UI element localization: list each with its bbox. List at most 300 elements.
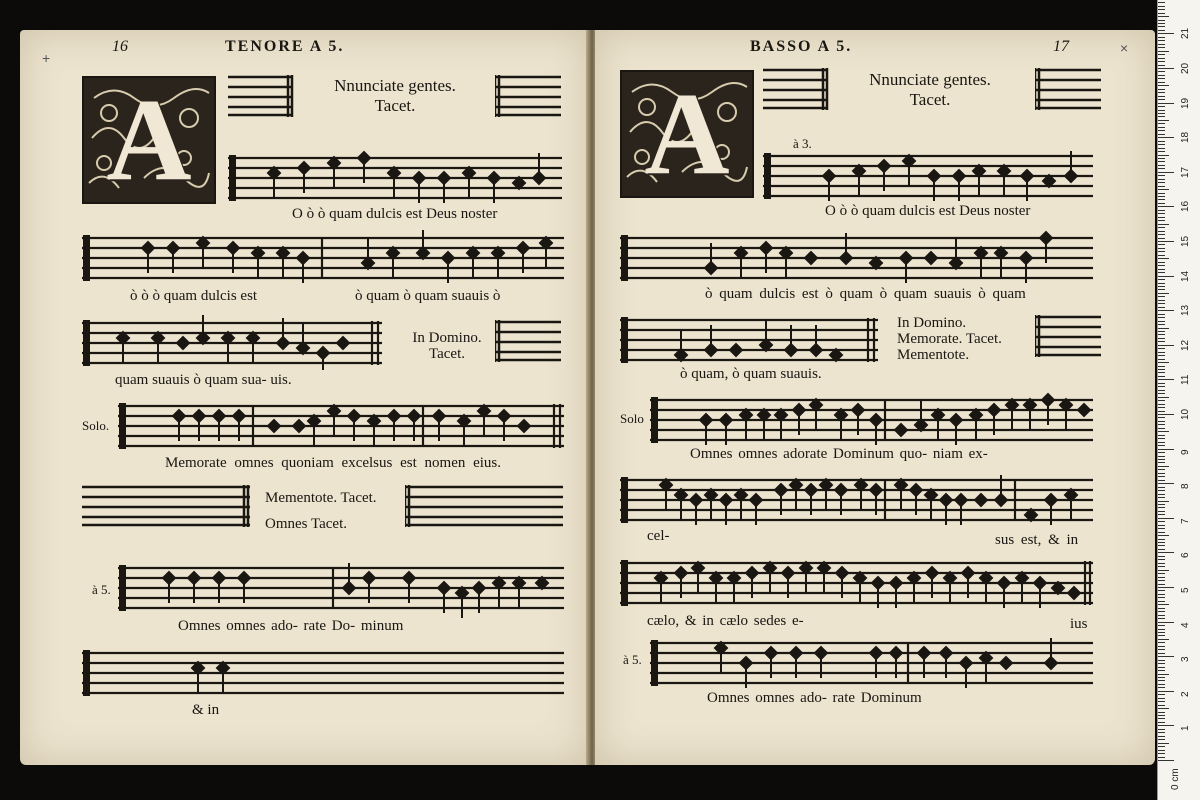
staff-notes-3 (82, 315, 392, 371)
lyric-line: O ò ò quam dulcis est Deus noster (292, 206, 498, 222)
ruler-tick (1158, 411, 1165, 412)
ruler-tick (1158, 518, 1174, 519)
ruler-number: 7 (1180, 518, 1191, 524)
lyric-line: quam suauis ò quam sua- uis. (115, 372, 292, 388)
ruler-tick (1158, 670, 1165, 671)
omnes-tacet: Omnes Tacet. (265, 516, 347, 532)
ruler-tick (1158, 82, 1165, 83)
ruler-tick (1158, 54, 1165, 55)
ruler-tick (1158, 407, 1165, 408)
music-staff (82, 315, 392, 371)
ruler-tick (1158, 525, 1165, 526)
ruler-tick (1158, 712, 1165, 713)
ruler-tick (1158, 608, 1165, 609)
staff-notes-r6 (620, 555, 1095, 617)
empty-staff (763, 68, 829, 110)
empty-staff (495, 320, 563, 362)
ruler-tick (1158, 642, 1165, 643)
ruler-tick (1158, 286, 1165, 287)
ruler-tick (1158, 428, 1165, 429)
ruler-tick (1158, 431, 1169, 432)
staff-notes-5 (118, 560, 566, 620)
lyric-cel-a: cel- (647, 528, 670, 544)
ruler-number: 20 (1180, 62, 1191, 74)
ruler-tick (1158, 639, 1169, 640)
staff-notes-4 (118, 398, 566, 454)
ruler-tick (1158, 148, 1165, 149)
ruler-number: 18 (1180, 132, 1191, 144)
ruler-tick (1158, 272, 1165, 273)
empty-staff (405, 485, 565, 527)
staff-notes-r1 (763, 148, 1095, 204)
ruler-tick (1158, 186, 1165, 187)
ruler-tick (1158, 265, 1165, 266)
ruler-tick (1158, 501, 1169, 502)
ruler-tick (1158, 743, 1169, 744)
lyric-line: O ò ò quam dulcis est Deus noster (825, 203, 1031, 219)
ruler-tick (1158, 165, 1165, 166)
ruler-tick (1158, 331, 1165, 332)
ruler-tick (1158, 708, 1169, 709)
a5-lyric: Omnes omnes ado- rate Dominum (707, 690, 922, 706)
empty-staff (82, 485, 252, 527)
ruler-tick (1158, 210, 1165, 211)
ruler-tick (1158, 47, 1165, 48)
ruler-tick (1158, 691, 1174, 692)
ruler-tick (1158, 400, 1165, 401)
ruler-tick (1158, 383, 1165, 384)
ruler-tick (1158, 757, 1165, 758)
ruler-number: 1 (1180, 725, 1191, 732)
ruler-tick (1158, 615, 1165, 616)
empty-staff (228, 75, 294, 117)
lyric-caelo-a: cælo, & in cælo sedes e- (647, 613, 804, 629)
left-page (20, 30, 588, 765)
ruler-tick (1158, 442, 1165, 443)
ruler-tick (1158, 213, 1165, 214)
staff-notes-r5 (620, 472, 1095, 534)
ruler-tick (1158, 6, 1165, 7)
decorated-initial-left (82, 76, 216, 204)
ruler-tick (1158, 417, 1165, 418)
ruler-tick (1158, 334, 1165, 335)
ruler-tick (1158, 314, 1165, 315)
ruler-tick (1158, 328, 1169, 329)
ruler-tick (1158, 718, 1165, 719)
ruler-tick (1158, 746, 1165, 747)
ruler-tick (1158, 597, 1165, 598)
ruler-tick (1158, 251, 1165, 252)
ruler-tick (1158, 234, 1165, 235)
running-head-right: BASSO A 5. (750, 38, 853, 55)
ruler-number: 2 (1180, 691, 1191, 697)
ruler-tick (1158, 684, 1165, 685)
ruler-tick (1158, 601, 1165, 602)
ruler-tick (1158, 78, 1165, 79)
ruler-tick (1158, 397, 1169, 398)
piece-title (840, 70, 1020, 110)
ruler-tick (1158, 51, 1169, 52)
last-lyric: & in (192, 702, 220, 718)
ruler-tick (1158, 736, 1165, 737)
ruler-tick (1158, 317, 1165, 318)
music-staff (620, 230, 1095, 290)
ruler-tick (1158, 199, 1165, 200)
ruler-tick (1158, 452, 1165, 453)
ruler-tick (1158, 40, 1165, 41)
ruler-tick (1158, 85, 1169, 86)
ruler-tick (1158, 483, 1174, 484)
ruler-tick (1158, 137, 1174, 138)
initial-letter: A (106, 74, 192, 205)
section-mementote: Mementote. (897, 347, 970, 363)
ruler-number: 11 (1180, 375, 1191, 386)
ruler-tick (1158, 566, 1165, 567)
staff-notes-1 (228, 150, 564, 206)
ruler-tick (1158, 390, 1165, 391)
ruler-tick (1158, 2, 1165, 3)
ruler-tick (1158, 75, 1165, 76)
ruler-tick (1158, 289, 1165, 290)
ruler-tick (1158, 345, 1174, 346)
ruler-number: 10 (1180, 408, 1191, 420)
ruler-tick (1158, 514, 1165, 515)
music-staff (82, 645, 566, 701)
lyric-cel-b: sus est, & in (995, 532, 1079, 548)
section-memorate-tacet: Memorate. Tacet. (897, 331, 1002, 347)
ruler-tick (1158, 244, 1165, 245)
ruler-tick (1158, 732, 1165, 733)
staff-notes-6 (82, 645, 566, 701)
ruler-tick (1158, 435, 1165, 436)
music-staff (650, 392, 1095, 448)
ruler-tick (1158, 656, 1174, 657)
ruler-tick (1158, 16, 1169, 17)
ruler-tick (1158, 521, 1165, 522)
ruler-tick (1158, 151, 1165, 152)
ruler-tick (1158, 30, 1165, 31)
ruler-tick (1158, 404, 1165, 405)
solo-lyric: Memorate omnes quoniam excelsus est nomen eius. (165, 455, 502, 471)
ruler-tick (1158, 324, 1165, 325)
ruler-tick (1158, 649, 1165, 650)
ruler-tick (1158, 279, 1165, 280)
ruler-tick (1158, 276, 1174, 277)
a5-label: à 5. (623, 652, 642, 667)
ruler-tick (1158, 573, 1165, 574)
ruler-tick (1158, 618, 1165, 619)
staff-notes-r4 (650, 392, 1095, 448)
ruler-tick (1158, 175, 1165, 176)
ruler-tick (1158, 753, 1165, 754)
ruler-number: 5 (1180, 587, 1191, 593)
ruler-tick (1158, 96, 1165, 97)
ruler-tick (1158, 725, 1174, 726)
ruler-tick (1158, 61, 1165, 62)
ruler-tick (1158, 473, 1165, 474)
ruler-tick (1158, 116, 1165, 117)
page-number-left: 16 (112, 38, 128, 55)
ruler-tick (1158, 497, 1165, 498)
ruler-tick (1158, 715, 1165, 716)
music-staff (118, 560, 566, 620)
ruler-tick (1158, 23, 1165, 24)
music-staff (620, 312, 882, 368)
ruler-tick (1158, 196, 1165, 197)
ruler-tick (1158, 456, 1165, 457)
ruler-tick (1158, 729, 1165, 730)
ruler-tick (1158, 231, 1165, 232)
ruler-tick (1158, 625, 1165, 626)
music-staff (620, 555, 1095, 617)
ruler-tick (1158, 532, 1165, 533)
ruler-tick (1158, 760, 1174, 761)
ruler-number: 19 (1180, 97, 1191, 109)
ruler-tick (1158, 552, 1174, 553)
ruler-tick (1158, 179, 1165, 180)
ruler-tick (1158, 120, 1169, 121)
solo-lyric: Omnes omnes adorate Dominum quo- niam ex- (690, 446, 988, 462)
solo-label: Solo. (82, 418, 110, 433)
ruler-tick (1158, 424, 1165, 425)
decorated-initial-right (620, 70, 754, 198)
mementote-tacet: Mementote. Tacet. (265, 490, 377, 506)
ruler-tick (1158, 511, 1165, 512)
ruler-number: 9 (1180, 449, 1191, 455)
ruler-tick (1158, 283, 1165, 284)
ruler-tick (1158, 127, 1165, 128)
title-text: Nnunciate gentes. (869, 70, 991, 89)
piece-title (305, 76, 485, 116)
ruler-tick (1158, 355, 1165, 356)
ruler-tick (1158, 58, 1165, 59)
ruler-tick (1158, 469, 1165, 470)
staff-notes-r3 (620, 312, 882, 368)
ruler-tick (1158, 158, 1165, 159)
ruler-tick (1158, 376, 1165, 377)
ruler-tick (1158, 224, 1169, 225)
ruler-tick (1158, 459, 1165, 460)
ruler-tick (1158, 559, 1165, 560)
measurement-ruler (1157, 0, 1200, 800)
ruler-number: 17 (1180, 166, 1191, 178)
ruler-tick (1158, 528, 1165, 529)
ruler-tick (1158, 535, 1169, 536)
ruler-tick (1158, 13, 1165, 14)
ruler-tick (1158, 635, 1165, 636)
ruler-tick (1158, 594, 1165, 595)
running-head-left: TENORE A 5. (225, 38, 345, 55)
ruler-tick (1158, 359, 1165, 360)
ruler-tick (1158, 65, 1165, 66)
ruler-tick (1158, 300, 1165, 301)
ruler-tick (1158, 539, 1165, 540)
ruler-tick (1158, 338, 1165, 339)
ruler-tick (1158, 161, 1165, 162)
ruler-tick (1158, 421, 1165, 422)
ruler-tick (1158, 103, 1174, 104)
corner-mark: + (42, 50, 51, 66)
ruler-tick (1158, 110, 1165, 111)
ruler-tick (1158, 44, 1165, 45)
ruler-tick (1158, 123, 1165, 124)
ruler-tick (1158, 341, 1165, 342)
section-title: In Domino. (412, 330, 482, 346)
ruler-tick (1158, 705, 1165, 706)
ruler-tick (1158, 739, 1165, 740)
ruler-tick (1158, 258, 1169, 259)
ruler-tick (1158, 217, 1165, 218)
ruler-tick (1158, 445, 1165, 446)
ruler-tick (1158, 622, 1174, 623)
ruler-tick (1158, 155, 1169, 156)
ruler-tick (1158, 26, 1165, 27)
ruler-tick (1158, 386, 1165, 387)
ruler-tick (1158, 577, 1165, 578)
lyric-caelo-b: ius (1070, 616, 1088, 632)
music-staff (620, 472, 1095, 534)
ruler-tick (1158, 694, 1165, 695)
ruler-tick (1158, 438, 1165, 439)
section-in-domino (402, 330, 492, 362)
ruler-number: 13 (1180, 305, 1191, 317)
ruler-tick (1158, 203, 1165, 204)
ruler-tick (1158, 604, 1169, 605)
music-staff (82, 230, 566, 286)
ruler-tick (1158, 590, 1165, 591)
title-tacet: Tacet. (909, 90, 951, 109)
ruler-tick (1158, 545, 1165, 546)
ruler-tick (1158, 674, 1169, 675)
ruler-tick (1158, 466, 1169, 467)
ruler-tick (1158, 379, 1174, 380)
ruler-number: 16 (1180, 201, 1191, 213)
empty-staff (1035, 315, 1103, 357)
a5-label: à 5. (92, 582, 111, 597)
ruler-tick (1158, 310, 1174, 311)
lyric-line: ò ò ò quam dulcis est (130, 288, 258, 304)
ruler-tick (1158, 172, 1174, 173)
title-text: Nnunciate gentes. (334, 76, 456, 95)
initial-letter: A (644, 68, 730, 199)
ruler-tick (1158, 542, 1165, 543)
staff-notes-r2 (620, 230, 1095, 290)
music-staff (118, 398, 566, 454)
ruler-tick (1158, 71, 1165, 72)
music-staff (650, 635, 1095, 695)
ruler-tick (1158, 487, 1165, 488)
ruler-tick (1158, 168, 1165, 169)
lyric-line: ò quam ò quam suauis ò (355, 288, 501, 304)
ruler-tick (1158, 141, 1165, 142)
ruler-tick (1158, 307, 1165, 308)
ruler-tick (1158, 227, 1165, 228)
ruler-tick (1158, 99, 1165, 100)
ruler-tick (1158, 33, 1174, 34)
ruler-tick (1158, 144, 1165, 145)
ruler-tick (1158, 189, 1169, 190)
section-in-domino: In Domino. (897, 315, 967, 331)
ruler-tick (1158, 480, 1165, 481)
ruler-tick (1158, 130, 1165, 131)
ruler-tick (1158, 92, 1165, 93)
ruler-tick (1158, 362, 1169, 363)
ruler-tick (1158, 490, 1165, 491)
ruler-tick (1158, 563, 1165, 564)
right-page (595, 30, 1155, 765)
ruler-tick (1158, 504, 1165, 505)
ruler-tick (1158, 646, 1165, 647)
ruler-tick (1158, 182, 1165, 183)
ruler-number: 15 (1180, 235, 1191, 247)
ruler-tick (1158, 9, 1165, 10)
ruler-tick (1158, 89, 1165, 90)
ruler-tick (1158, 587, 1174, 588)
section-tacet: Tacet. (428, 346, 465, 362)
ruler-tick (1158, 113, 1165, 114)
ruler-tick (1158, 372, 1165, 373)
ruler-tick (1158, 750, 1165, 751)
ruler-tick (1158, 507, 1165, 508)
ruler-tick (1158, 303, 1165, 304)
staff-notes-r7 (650, 635, 1095, 695)
ruler-tick (1158, 220, 1165, 221)
ruler-unit-label: 0 cm (1170, 768, 1181, 790)
ruler-tick (1158, 366, 1165, 367)
ruler-number: 4 (1180, 622, 1191, 628)
ruler-tick (1158, 255, 1165, 256)
corner-mark: × (1120, 40, 1129, 56)
ruler-tick (1158, 698, 1165, 699)
ruler-tick (1158, 134, 1165, 135)
ruler-tick (1158, 663, 1165, 664)
ruler-tick (1158, 653, 1165, 654)
ruler-tick (1158, 632, 1165, 633)
title-tacet: Tacet. (374, 96, 416, 115)
page-number-right: 17 (1053, 38, 1069, 55)
ruler-tick (1158, 37, 1165, 38)
staff-notes-2 (82, 230, 566, 286)
ruler-tick (1158, 296, 1165, 297)
ruler-tick (1158, 193, 1165, 194)
ruler-tick (1158, 580, 1165, 581)
ruler-tick (1158, 701, 1165, 702)
ruler-tick (1158, 321, 1165, 322)
ruler-number: 8 (1180, 483, 1191, 490)
ruler-tick (1158, 584, 1165, 585)
music-staff (763, 148, 1095, 204)
ruler-tick (1158, 348, 1165, 349)
solo-label: Solo (620, 411, 644, 426)
ruler-tick (1158, 241, 1174, 242)
ruler-tick (1158, 68, 1174, 69)
ruler-number: 21 (1180, 28, 1191, 40)
ruler-tick (1158, 269, 1165, 270)
ruler-tick (1158, 206, 1174, 207)
ruler-tick (1158, 660, 1165, 661)
ruler-tick (1158, 476, 1165, 477)
ruler-tick (1158, 462, 1165, 463)
ruler-tick (1158, 722, 1165, 723)
ruler-tick (1158, 248, 1165, 249)
ruler-number: 3 (1180, 656, 1191, 663)
empty-staff (495, 75, 563, 117)
ruler-tick (1158, 106, 1165, 107)
empty-staff (1035, 68, 1103, 110)
ruler-number: 6 (1180, 552, 1191, 559)
a5-lyric: Omnes omnes ado- rate Do- minum (178, 618, 404, 634)
ruler-tick (1158, 393, 1165, 394)
